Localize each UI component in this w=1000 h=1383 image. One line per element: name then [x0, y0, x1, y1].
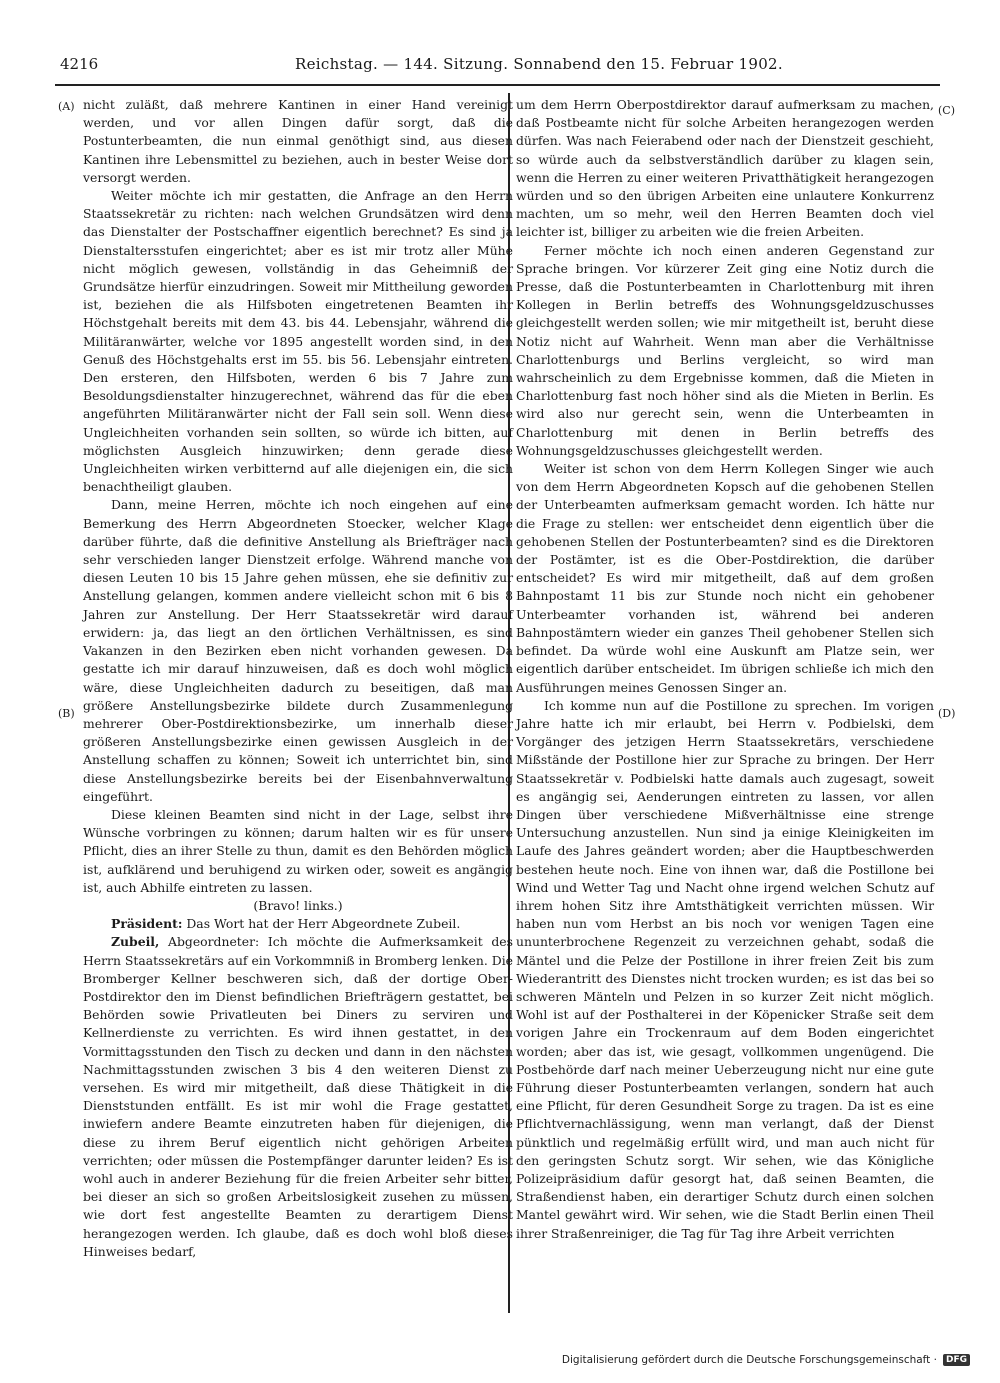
margin-label-c: (C) — [938, 104, 955, 117]
president-paragraph — [83, 915, 513, 933]
footer — [562, 1351, 970, 1369]
paragraph: Weiter möchte ich mir gestatten, die Anfrage an den Herrn Staatssekretär zu richten: nach welchen Grundsätzen wird denn das Dienstalter der Postschaffner eigentlich berechnet? Es sind ja Dienstaltersstufen eingerichtet; aber es ist mir trotz aller Mühe nicht möglich gewesen, vollständig in das Geheimniß der Grundsätze hierfür einzudringen. Soweit mir Mittheilung geworden ist, beziehen die als Hilfsboten eingetretenen Beamten ihr Höchstgehalt bereits mit dem 43. bis 44. Lebensjahr, während die Militäranwärter, welche vor 1895 angestellt worden sind, in den Genuß des Höchstgehalts erst im 55. bis 56. Lebensjahr eintreten. Den ersteren, den Hilfsboten, werden 6 bis 7 Jahre zum Besoldungsdienstalter hinzugerechnet, während das für die eben angeführten Militäranwärter nicht der Fall sein soll. Wenn diese Ungleichheiten vorhanden sein sollten, so würde ich bitten, auf möglichsten Ausgleich hinzuwirken; denn gerade diese Ungleichheiten wirken verbitternd auf alle diejenigen ein, die sich benachtheiligt glauben. — [83, 188, 513, 495]
speech-paragraph — [83, 933, 513, 1261]
footer-credit: Digitalisierung gefördert durch die Deutsche Forschungsgemeinschaft · — [561, 1354, 937, 1366]
applause-note: (Bravo! links.) — [253, 897, 343, 913]
speaker-name: Zubeil, — [111, 934, 160, 950]
page-number: 4216 — [60, 55, 99, 73]
margin-label-b: (B) — [58, 707, 75, 720]
paragraph: Diese kleinen Beamten sind nicht in der Lage, selbst ihre Wünsche vorbringen zu können; darum halten wir es für unsere Pflicht, dies an ihrer Stelle zu thun, damit es den Behörden möglich ist, aufklärend und beruhigend zu wirken oder, soweit es angängig ist, auch Abhilfe eintreten zu lassen. — [83, 806, 513, 895]
speech-text: Das Wort hat der Herr Abgeordnete Zubeil. — [186, 916, 461, 932]
speech-text: Abgeordneter: Ich möchte die Aufmerksamkeit des Herrn Staatssekretärs auf ein Vorkommniß in Bromberg lenken. Die Bromberger Kellner beschweren sich, daß der dortige Ober-Postdirektor den im Dienst befindlichen Briefträgern gestattet, bei Behörden sowie Privatleuten bei Diners zu serviren und Kellnerdienste zu verrichten. Es wird ihnen gestattet, in den Vormittagsstunden den Tisch zu decken und dann in den nächsten Nachmittagsstunden zwischen 3 bis 4 den weiteren Dienst zu versehen. Es wird mir mitgetheilt, daß diese Thätigkeit in die Dienststunden entfällt. Es ist mir wohl die Frage gestattet, inwiefern andere Beamte einzutreten haben für diejenigen, die diese zu ihrem Beruf eigentlich nicht gehörigen Arbeiten verrichten; oder müssen die Postempfänger darunter leiden? Es ist wohl auch in anderer Beziehung für die freien Arbeiter sehr bitter, bei dieser an sich so großen Arbeitslosigkeit zusehen zu müssen, wie dort fest angestellte Beamten zu derartigem Dienst herangezogen werden. Ich glaube, daß es doch wohl bloß dieses Hinweises bedarf, — [83, 934, 513, 1259]
left-column — [83, 96, 513, 1261]
paragraph: Weiter ist schon von dem Herrn Kollegen Singer wie auch von dem Herrn Abgeordneten Kopsch auf die gehobenen Stellen der Unterbeamten aufmerksam gemacht worden. Ich hätte nur die Frage zu stellen: wer entscheidet denn eigentlich über die gehobenen Stellen der Postunterbeamten? sind es die Direktoren der Postämter, ist es die Ober-Postdirektion, die darüber entscheidet? Es wird mir mitgetheilt, daß auf dem großen Bahnpostamt 11 bis zur Stunde noch nicht ein gehobener Unterbeamter vorhanden ist, während bei anderen Bahnpostämtern wieder ein ganzes Theil gehobener Stellen sich befindet. Da würde wohl eine Auskunft am Platze sein, wer eigentlich darüber entscheidet. Im übrigen schließe ich mich den Ausführungen meines Genossen Singer an. — [516, 461, 934, 695]
page-header — [55, 52, 935, 78]
running-title: Reichstag. — 144. Sitzung. Sonnabend den 15. Februar 1902. — [295, 55, 783, 73]
paragraph: Dann, meine Herren, möchte ich noch eingehen auf eine Bemerkung des Herrn Abgeordneten Stoecker, welcher Klage darüber führte, daß die definitive Anstellung als Briefträger nach sehr verschieden langer Dienstzeit erfolge. Während manche von diesen Leuten 10 bis 15 Jahre gehen müssen, ehe sie definitiv zur Anstellung gelangen, kommen andere vielleicht schon mit 6 bis 8 Jahren zur Anstellung. Der Herr Staatssekretär wird darauf erwidern: ja, das liegt an den örtlichen Verhältnissen, es sind Vakanzen in den Bezirken eben nicht vorhanden gewesen. Da gestatte ich mir darauf hinzuweisen, daß es doch wohl möglich wäre, diese Ungleichheiten dadurch zu beseitigen, daß man größere Anstellungsbezirke bildete durch Zusammenlegung mehrerer Ober-Postdirektionsbezirke, um innerhalb dieser größeren Anstellungsbezirke einen gewissen Ausgleich in der Anstellung schaffen zu können; Soweit ich unterrichtet bin, sind diese Anstellungsbezirke bereits bei der Eisenbahnverwaltung eingeführt. — [83, 497, 513, 804]
paragraph: Ich komme nun auf die Postillone zu sprechen. Im vorigen Jahre hatte ich mir erlaubt, bei Herrn v. Podbielski, dem Vorgänger des jetzigen Herrn Staatssekretärs, verschiedene Mißstände der Postillone hier zur Sprache zu bringen. Der Herr Staatssekretär v. Podbielski hatte damals auch zugesagt, soweit es angängig sei, Aenderungen eintreten zu lassen, vor allen Dingen über verschiedene Mißverhältnisse eine strenge Untersuchung anzustellen. Nun sind ja einige Kleinigkeiten im Laufe des Jahres geändert worden; aber die Hauptbeschwerden bestehen heute noch. Eine von ihnen war, daß die Postillone bei Wind und Wetter Tag und Nacht ohne irgend welchen Schutz auf ihrem hohen Sitz ihre Amtsthätigkeit verrichten müssen. Wir haben nun vom Herbst an bis noch vor wenigen Tagen eine ununterbrochene Regenzeit zu verzeichnen gehabt, sodaß die Mäntel und die Pelze der Postillone in ihrer freien Zeit bis zum Wiederantritt des Dienstes nicht trocken wurden; es ist das bei so schweren Mänteln und Pelzen in so kurzer Zeit nicht möglich. Wohl ist auf der Posthalterei in der Köpenicker Straße seit dem vorigen Jahre ein Trockenraum auf dem Boden eingerichtet worden; aber das ist, wie gesagt, vollkommen ungenügend. Die Postbehörde darf nach meiner Ueberzeugung nicht nur eine gute Führung dieser Postunterbeamten verlangen, sondern hat auch eine Pflicht, für deren Gesundheit Sorge zu tragen. Da ist es eine Pflichtvernachlässigung, wenn man verlangt, daß der Dienst pünktlich und regelmäßig erfüllt wird, und man auch nicht für den geringsten Schutz sorgt. Wir sehen, wie das Königliche Polizeipräsidium dafür gesorgt hat, daß seinen Beamten, die Straßendienst haben, ein derartiger Schutz durch einen solchen Mantel gewährt wird. Wir sehen, wie die Stadt Berlin einen Theil ihrer Straßenreiniger, die Tag für Tag ihre Arbeit verrichten — [516, 697, 934, 1241]
speaker-name: Präsident: — [111, 916, 183, 932]
paragraph: Ferner möchte ich noch einen anderen Gegenstand zur Sprache bringen. Vor kürzerer Zeit ging eine Notiz durch die Presse, daß die Postunterbeamten in Charlottenburg mit ihren Kollegen in Berlin betreffs des Wohnungsgeldzuschusses gleichgestellt werden sollen; wie mir mitgetheilt ist, beruht diese Notiz nicht auf Wahrheit. Wenn man aber die Verhältnisse Charlottenburgs und Berlins vergleicht, so wird man wahrscheinlich zu dem Ergebnisse kommen, daß die Mieten in Charlottenburg fast noch höher sind als die Mieten in Berlin. Es wird also nur gerecht sein, wenn die Unterbeamten in Charlottenburg mit denen in Berlin betreffs des Wohnungsgeldzuschusses gleichgestellt werden. — [516, 242, 934, 458]
right-column — [516, 96, 934, 1243]
paragraph: um dem Herrn Oberpostdirektor darauf aufmerksam zu machen, daß Postbeamte nicht für solche Arbeiten herangezogen werden dürfen. Was nach Feierabend oder nach der Dienstzeit geschieht, so würde auch da selbstverständlich darüber zu klagen sein, wenn die Herren zu einer weiteren Privatthätigkeit herangezogen würden und so den übrigen Arbeiten eine unlautere Konkurrenz machten, um so mehr, weil den Herren Beamten doch viel leichter ist, billiger zu arbeiten wie die freien Arbeiten. — [516, 97, 934, 240]
paragraph: nicht zuläßt, daß mehrere Kantinen in einer Hand vereinigt werden, und vor allen Dingen dafür sorgt, daß die Postunterbeamten, die nun einmal genöthigt sind, aus diesen Kantinen ihre Lebensmittel zu beziehen, auch in bester Weise dort versorgt werden. — [83, 97, 513, 185]
margin-label-a: (A) — [58, 100, 75, 113]
header-rule — [55, 84, 940, 86]
margin-label-d: (D) — [938, 707, 956, 720]
dfg-logo: DFG — [943, 1354, 970, 1366]
